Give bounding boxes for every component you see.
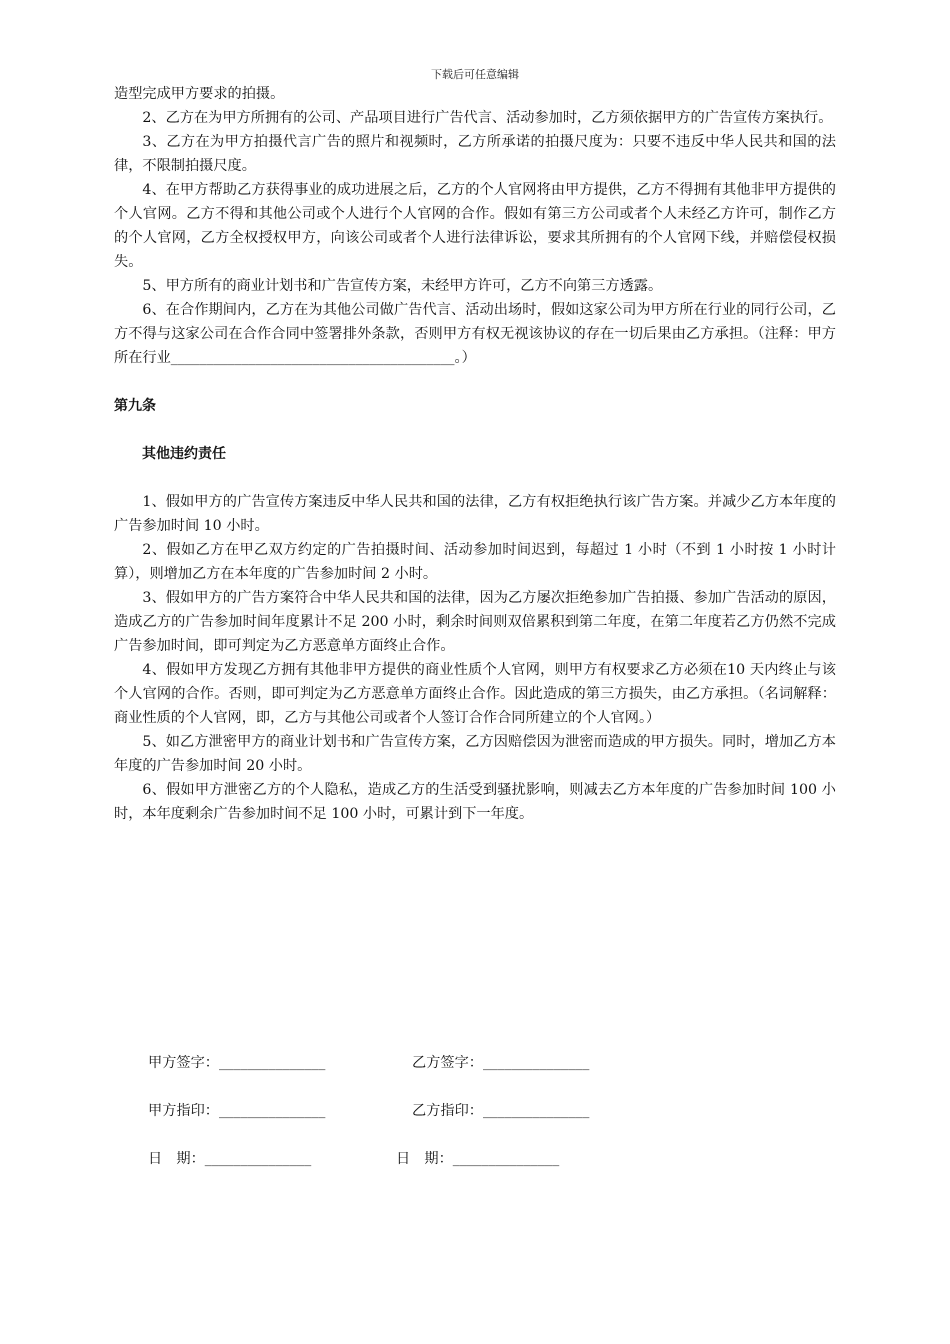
clause-item-3: 3、乙方在为甲方拍摄代言广告的照片和视频时，乙方所承诺的拍摄尺度为：只要不违反中华人民共和国的法律，不限制拍摄尺度。	[114, 134, 836, 174]
party-a-date-field: 日 期：_______________	[148, 1151, 312, 1167]
party-a-fingerprint-field: 甲方指印：_______________	[148, 1103, 326, 1119]
breach-item-6: 6、假如甲方泄密乙方的个人隐私，造成乙方的生活受到骚扰影响，则减去乙方本年度的广告参加时间 100 小时，本年度剩余广告参加时间不足 100 小时，可累计到下一年度。	[114, 782, 836, 822]
breach-item-4: 4、假如甲方发现乙方拥有其他非甲方提供的商业性质个人官网，则甲方有权要求乙方必须在10 天内终止与该个人官网的合作。否则，即可判定为乙方恶意单方面终止合作。因此造成的第三方损失，由乙方承担。（名词解释：商业性质的个人官网，即，乙方与其他公司或者个人签订合作合同所建立的个人官网。）	[114, 662, 836, 726]
breach-item-3: 3、假如甲方的广告方案符合中华人民共和国的法律，因为乙方屡次拒绝参加广告拍摄、参加广告活动的原因，造成乙方的广告参加时间年度累计不足 200 小时，剩余时间则双倍累积到第二年度，在第二年度若乙方仍然不完成广告参加时间，即可判定为乙方恶意单方面终止合作。	[114, 590, 836, 654]
breach-item-5: 5、如乙方泄密甲方的商业计划书和广告宣传方案，乙方因赔偿因为泄密而造成的甲方损失。同时，增加乙方本年度的广告参加时间 20 小时。	[114, 734, 836, 774]
clause-item-4: 4、在甲方帮助乙方获得事业的成功进展之后，乙方的个人官网将由甲方提供，乙方不得拥有其他非甲方提供的个人官网。乙方不得和其他公司或个人进行个人官网的合作。假如有第三方公司或者个人未经乙方许可，制作乙方的个人官网，乙方全权授权甲方，向该公司或者个人进行法律诉讼，要求其所拥有的个人官网下线，并赔偿侵权损失。	[114, 182, 836, 270]
clause-item-6: 6、在合作期间内，乙方在为其他公司做广告代言、活动出场时，假如这家公司为甲方所在行业的同行公司，乙方不得与这家公司在合作合同中签署排外条款，否则甲方有权无视该协议的存在一切后果由乙方承担。（注释：甲方所在行业________________________________________。）	[114, 302, 836, 366]
date-row	[148, 1148, 748, 1196]
clause-item-2: 2、乙方在为甲方所拥有的公司、产品项目进行广告代言、活动参加时，乙方须依据甲方的广告宣传方案执行。	[142, 110, 833, 126]
article-nine-title: 第九条	[114, 398, 156, 414]
clause-item-5: 5、甲方所有的商业计划书和广告宣传方案，未经甲方许可，乙方不向第三方透露。	[142, 278, 663, 294]
signature-row	[148, 1052, 748, 1100]
document-body	[114, 82, 836, 826]
article-nine-subtitle: 其他违约责任	[142, 446, 226, 462]
party-a-signature-field: 甲方签字：_______________	[148, 1055, 326, 1071]
signature-block	[148, 1052, 748, 1196]
party-b-signature-field: 乙方签字：_______________	[412, 1055, 590, 1071]
fingerprint-row	[148, 1100, 748, 1148]
party-b-date-field: 日 期：_______________	[396, 1151, 560, 1167]
paragraph-continuation: 造型完成甲方要求的拍摄。	[114, 86, 285, 102]
party-b-fingerprint-field: 乙方指印：_______________	[412, 1103, 590, 1119]
breach-item-2: 2、假如乙方在甲乙双方约定的广告拍摄时间、活动参加时间迟到，每超过 1 小时（不到 1 小时按 1 小时计算），则增加乙方在本年度的广告参加时间 2 小时。	[114, 542, 836, 582]
page-header: 下载后可任意编辑	[431, 68, 519, 81]
breach-item-1: 1、假如甲方的广告宣传方案违反中华人民共和国的法律，乙方有权拒绝执行该广告方案。并减少乙方本年度的广告参加时间 10 小时。	[114, 494, 836, 534]
